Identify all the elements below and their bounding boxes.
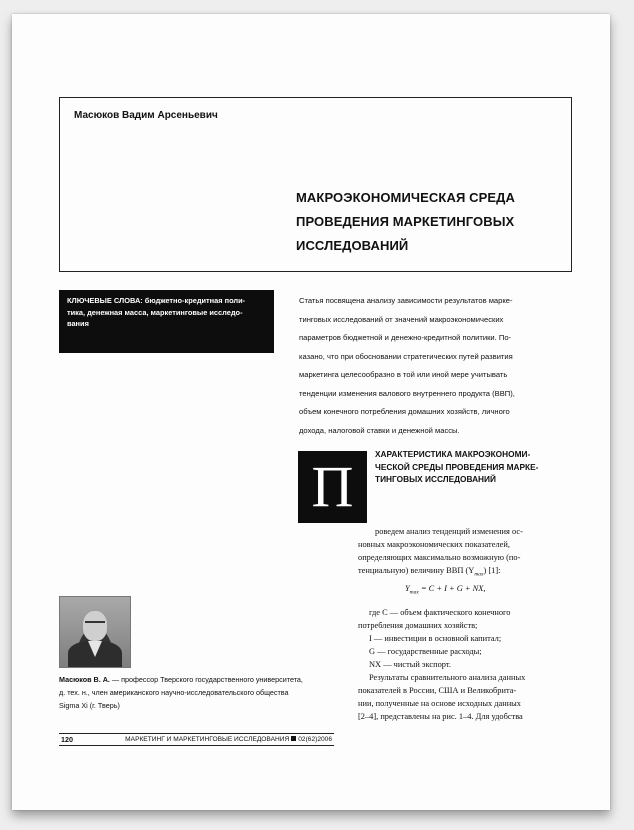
body-line: роведем анализ тенденций изменения ос- [375,527,523,536]
body-line: потребления домашних хозяйств; [358,621,478,630]
abstract-line: объем конечного потребления домашних хозяйств, личного [299,407,510,416]
bio-line-3: Sigma Xi (г. Тверь) [59,700,120,710]
keywords-line-1: КЛЮЧЕВЫЕ СЛОВА: бюджетно-кредитная поли- [67,296,246,305]
body-line [358,565,500,581]
section-heading [375,448,538,486]
body-line: G — государственные расходы; [369,647,482,656]
section-heading-line: ТИНГОВЫХ ИССЛЕДОВАНИЙ [375,474,496,484]
drop-cap: П [298,451,367,523]
body-line: новных макроэкономических показателей, [358,540,510,549]
body-line: показателей в России, США и Великобрита- [358,686,517,695]
keywords-line-2: тика, денежная масса, маркетинговые исследо- [67,307,243,317]
abstract [299,292,574,440]
body-line: [2–4], представлены на рис. 1–4. Для удобства [358,712,523,721]
abstract-line: тенденции изменения валового внутреннего продукта (ВВП), [299,388,515,398]
body-line: определяющих максимально возможную (по- [358,553,521,562]
formula-subscript: max [409,589,419,596]
section-heading-line: ЧЕСКОЙ СРЕДЫ ПРОВЕДЕНИЯ МАРКЕ- [375,461,539,472]
page-number: 120 [61,735,73,744]
abstract-line: параметров бюджетной и денежно-кредитной политики. По- [299,333,512,342]
article-title-line-2: ПРОВЕДЕНИЯ МАРКЕТИНГОВЫХ [296,214,515,229]
abstract-line: маркетинга целесообразно в той или иной мере учитывать [299,370,508,379]
square-separator-icon [291,736,296,741]
body-line: I — инвестиции в основной капитал; [369,634,502,643]
abstract-line: казано, что при обосновании стратегических путей развития [299,351,513,361]
author-bio [59,674,334,712]
bio-line-2: д. тех. н., член американского научно-исследовательского общества [59,687,289,697]
bio-text: — профессор Тверского государственного университета, [109,675,303,684]
section-heading-line: ХАРАКТЕРИСТИКА МАКРОЭКОНОМИ- [375,449,531,459]
body-line: NX — чистый экспорт. [369,660,451,669]
formula [405,583,485,599]
body-line: Результаты сравнительного анализа данных [369,673,526,682]
body-line: нии, полученные на основе исходных данных [358,699,521,708]
bio-name: Масюков В. А. [59,675,110,684]
article-title-line-3: ИССЛЕДОВАНИЙ [296,238,409,253]
journal-issue: 02(62)2006 [298,736,332,743]
body-line: где C — объем фактического конечного [369,608,511,617]
journal-title: МАРКЕТИНГ И МАРКЕТИНГОВЫЕ ИССЛЕДОВАНИЯ [125,736,290,743]
page-sheet [12,14,610,810]
author-photo [59,596,131,668]
abstract-line: Статья посвящена анализу зависимости результатов марке- [299,296,513,305]
body-text-run: тенциальную) величину ВВП (Y [358,566,475,575]
page-footer [59,733,334,746]
keywords-line-3: вания [67,319,89,328]
bio-line-1 [59,674,334,687]
abstract-line: дохода, налоговой ставки и денежной массы. [299,425,460,435]
body-text-run: ) [1]: [483,566,501,575]
abstract-line: тинговых исследований от значений макроэкономических [299,314,504,324]
title-frame [59,97,572,272]
photo-glasses [85,621,105,628]
article-title-line-1: МАКРОЭКОНОМИЧЕСКАЯ СРЕДА [296,190,515,205]
journal-info [125,734,332,745]
subscript-max: max [474,571,484,578]
keywords-box [59,290,274,353]
formula-rhs: = C + I + G + NX, [418,584,486,593]
author-name: Масюков Вадим Арсеньевич [74,110,218,121]
formula-lhs: Y [405,584,410,593]
